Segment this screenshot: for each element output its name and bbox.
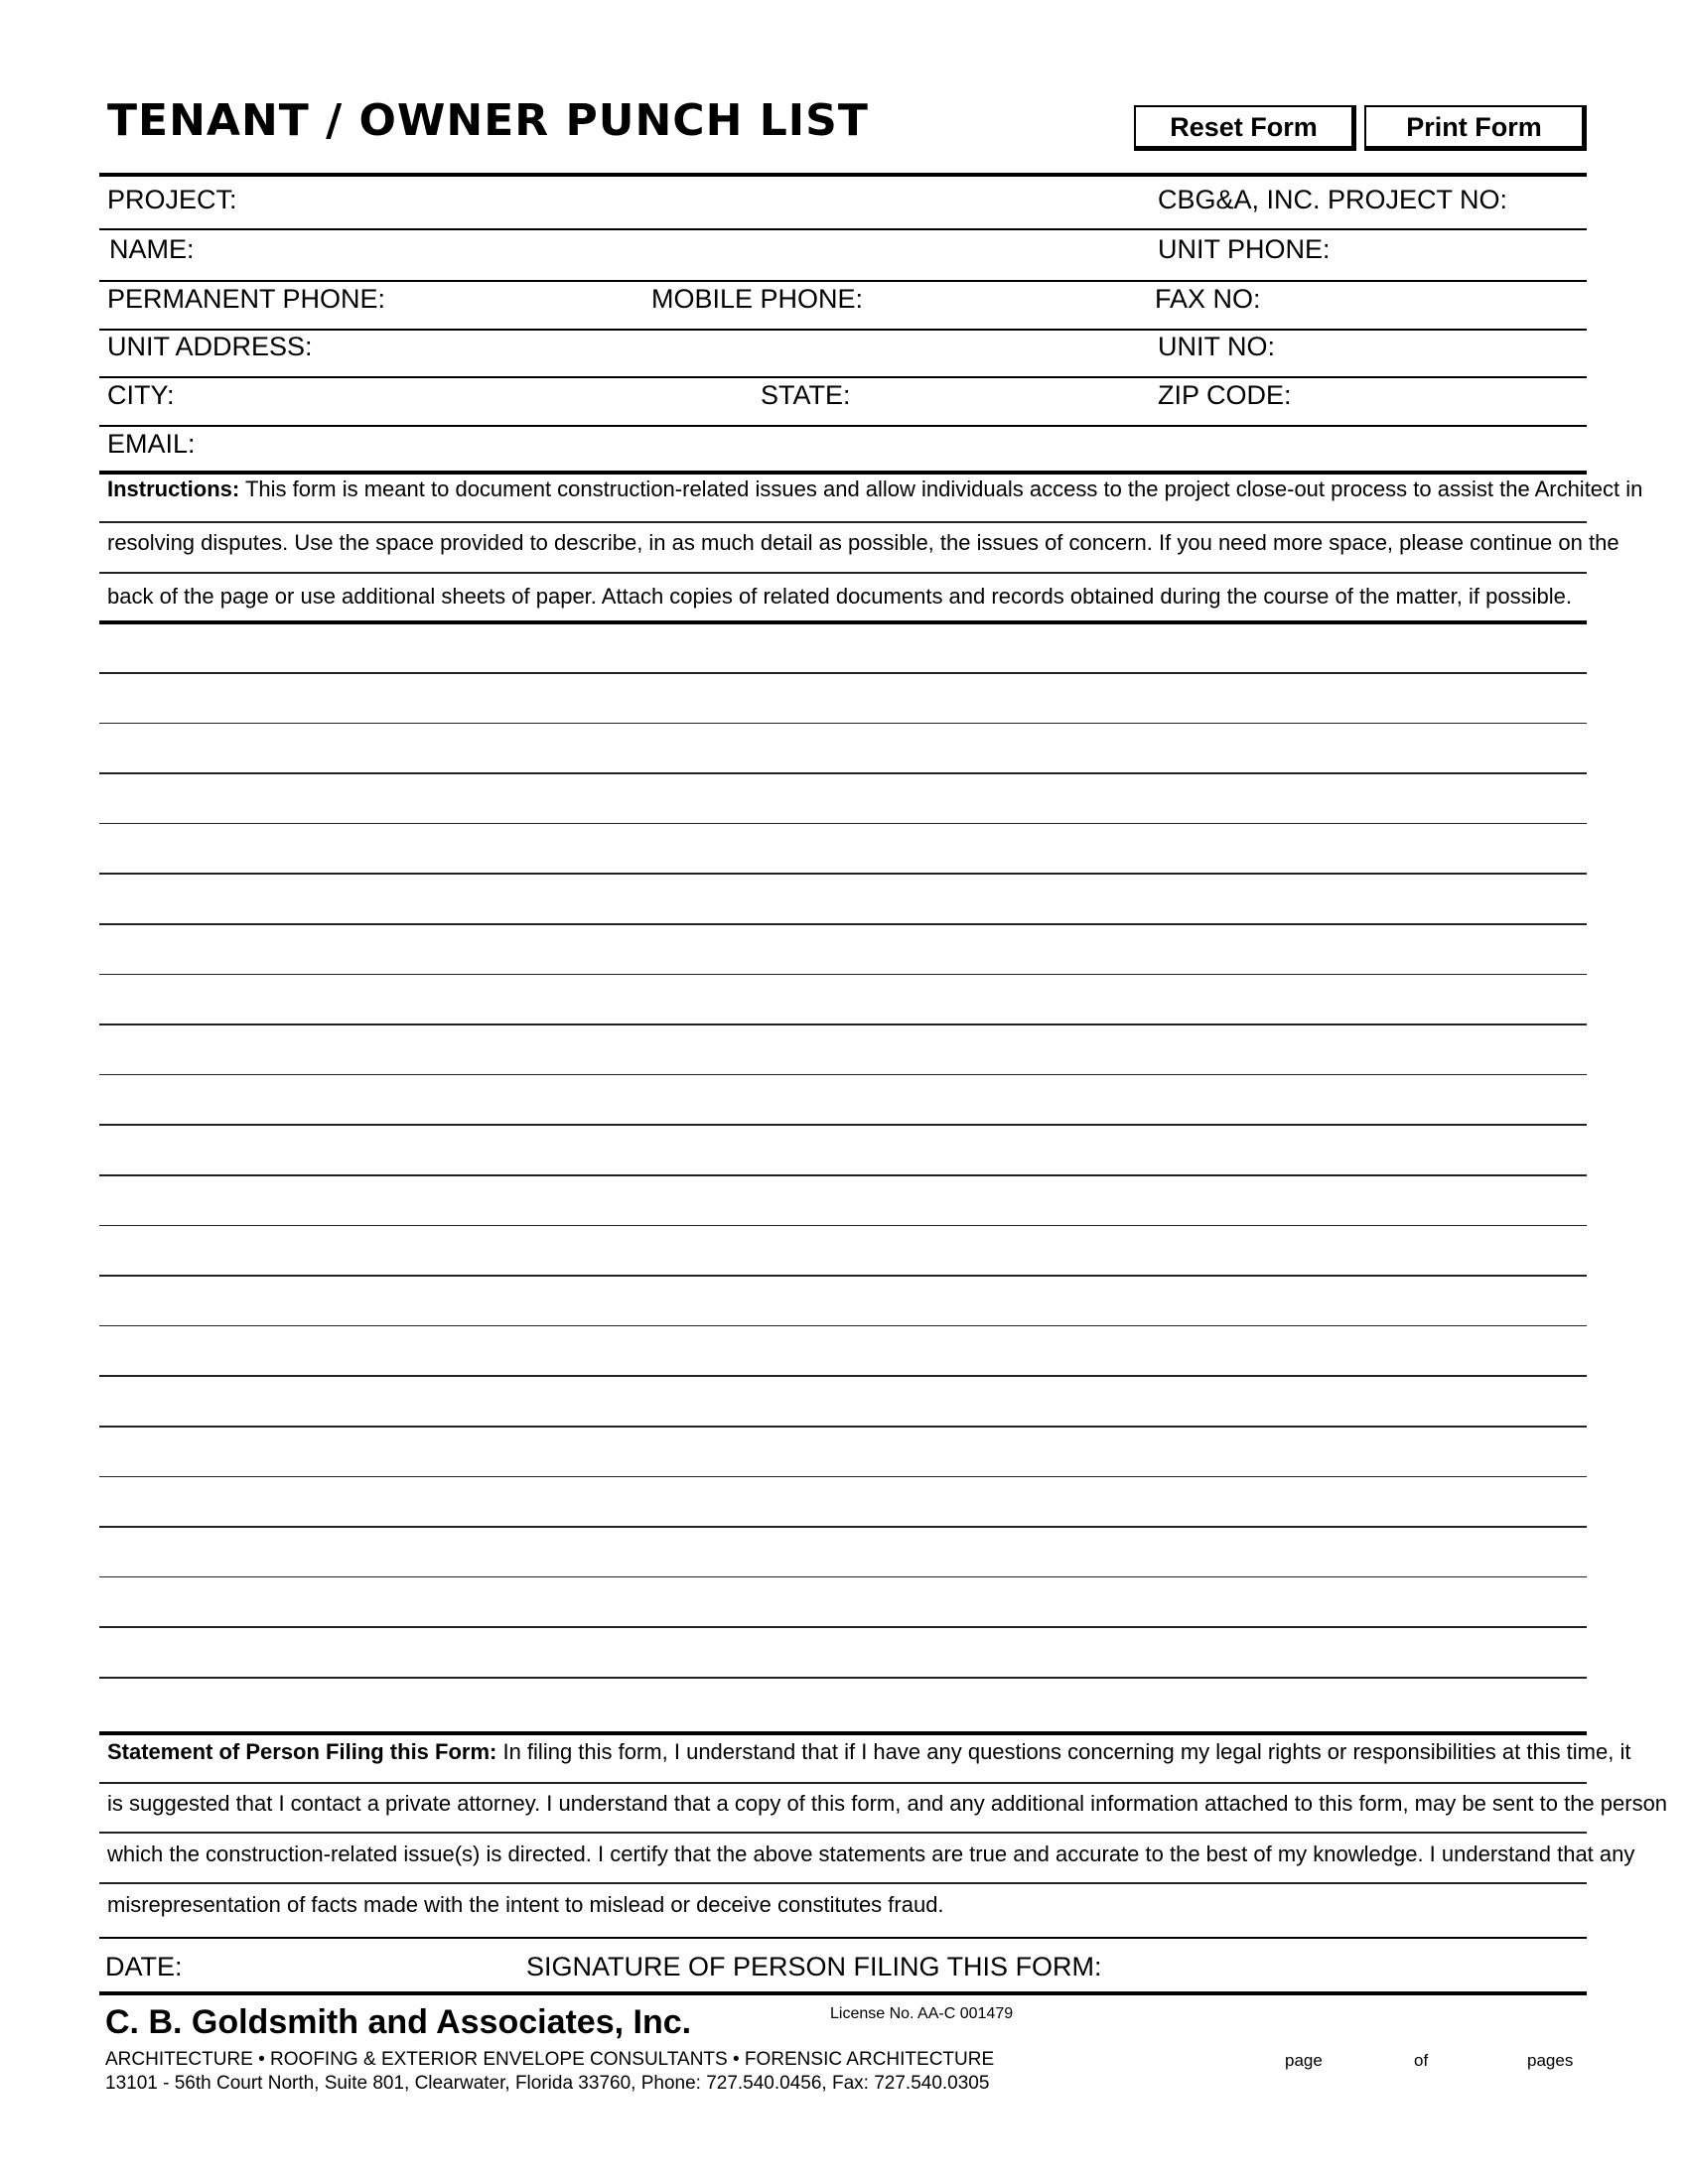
fax-no-input[interactable] — [1253, 284, 1585, 318]
pages-label: pages — [1527, 2051, 1574, 2070]
project-label: PROJECT: — [107, 185, 237, 214]
writing-line — [99, 1476, 1587, 1478]
of-label: of — [1414, 2051, 1429, 2070]
signature-label: SIGNATURE OF PERSON FILING THIS FORM: — [526, 1952, 1102, 1981]
writing-line — [99, 974, 1587, 976]
page-label: page — [1285, 2051, 1323, 2070]
writing-line — [99, 1225, 1587, 1227]
mobile-phone-label: MOBILE PHONE: — [651, 284, 864, 314]
writing-line — [99, 772, 1587, 774]
writing-line — [99, 1426, 1587, 1428]
unit-address-label: UNIT ADDRESS: — [107, 332, 313, 361]
rule-row-4 — [99, 376, 1587, 378]
rule-statement-top — [99, 1731, 1587, 1735]
fax-no-label: FAX NO: — [1155, 284, 1261, 314]
rule-info-bottom — [99, 471, 1587, 475]
rule-row-5 — [99, 425, 1587, 427]
instructions-line-3: back of the page or use additional sheets of paper. Attach copies of related documents and records obtained during the course of the matter, if possible. — [107, 584, 1572, 609]
email-label: EMAIL: — [107, 429, 196, 459]
writing-line — [99, 1626, 1587, 1628]
writing-line — [99, 1576, 1587, 1578]
project-no-input[interactable] — [1455, 185, 1588, 218]
page-number-input[interactable] — [1331, 2047, 1414, 2075]
signature-input[interactable] — [1023, 1952, 1583, 1985]
date-label: DATE: — [105, 1952, 183, 1981]
instructions-heading: Instructions: — [107, 477, 240, 501]
city-input[interactable] — [174, 380, 754, 414]
company-name: C. B. Goldsmith and Associates, Inc. — [105, 2003, 692, 2041]
total-pages-input[interactable] — [1440, 2047, 1527, 2075]
project-no-label: CBG&A, INC. PROJECT NO: — [1158, 185, 1508, 214]
state-label: STATE: — [761, 380, 851, 410]
rule-row-2 — [99, 280, 1587, 282]
unit-no-input[interactable] — [1266, 332, 1586, 365]
rule-instructions-bottom — [99, 620, 1587, 624]
writing-line — [99, 823, 1587, 825]
rule-row-3 — [99, 329, 1587, 331]
writing-line — [99, 1174, 1587, 1176]
mobile-phone-input[interactable] — [836, 284, 1148, 318]
instructions-text-1: This form is meant to document construction-related issues and allow individuals access to the project close-out process to assist the Architect in — [239, 477, 1643, 501]
instructions-line-2: resolving disputes. Use the space provided to describe, in as much detail as possible, the issues of concern. If you need more space, please continue on the — [107, 530, 1619, 555]
rule-instructions-2 — [99, 572, 1587, 574]
statement-line-4: misrepresentation of facts made with the intent to mislead or deceive constitutes fraud. — [107, 1892, 944, 1917]
writing-line — [99, 723, 1587, 725]
statement-line-3: which the construction-related issue(s) is directed. I certify that the above statements are true and accurate to the best of my knowledge. I understand that any — [107, 1842, 1635, 1866]
unit-no-label: UNIT NO: — [1158, 332, 1276, 361]
company-tagline: ARCHITECTURE • ROOFING & EXTERIOR ENVELOPE CONSULTANTS • FORENSIC ARCHITECTURE — [105, 2049, 995, 2070]
rule-statement-1 — [99, 1782, 1587, 1784]
rule-top — [99, 173, 1587, 177]
name-input[interactable] — [189, 234, 1136, 268]
unit-phone-label: UNIT PHONE: — [1158, 234, 1331, 264]
license-number: License No. AA-C 001479 — [830, 2005, 1014, 2022]
city-label: CITY: — [107, 380, 175, 410]
rule-instructions-1 — [99, 521, 1587, 523]
writing-line — [99, 1526, 1587, 1528]
permanent-phone-label: PERMANENT PHONE: — [107, 284, 386, 314]
writing-line — [99, 1074, 1587, 1076]
rule-signature-bottom — [99, 1991, 1587, 1995]
rule-statement-bottom — [99, 1937, 1587, 1939]
zip-code-label: ZIP CODE: — [1158, 380, 1292, 410]
unit-address-input[interactable] — [288, 332, 1146, 365]
writing-line — [99, 1325, 1587, 1327]
name-label: NAME: — [109, 234, 195, 264]
state-input[interactable] — [849, 380, 1146, 414]
page-title: TENANT / OWNER PUNCH LIST — [107, 95, 869, 146]
writing-line — [99, 1375, 1587, 1377]
writing-line — [99, 1275, 1587, 1277]
writing-line — [99, 873, 1587, 875]
project-input[interactable] — [223, 185, 1141, 218]
print-form-button[interactable]: Print Form — [1364, 105, 1587, 151]
statement-text-1: In filing this form, I understand that if I have any questions concerning my legal rights or responsibilities at this time, it — [496, 1739, 1631, 1764]
reset-form-button[interactable]: Reset Form — [1134, 105, 1356, 151]
permanent-phone-input[interactable] — [348, 284, 649, 318]
statement-heading: Statement of Person Filing this Form: — [107, 1739, 497, 1764]
instructions-line-1 — [107, 477, 1642, 502]
statement-line-1 — [107, 1739, 1630, 1765]
rule-statement-2 — [99, 1832, 1587, 1834]
email-input[interactable] — [189, 429, 1583, 463]
writing-line — [99, 672, 1587, 674]
writing-line — [99, 1024, 1587, 1025]
unit-phone-input[interactable] — [1309, 234, 1586, 268]
writing-line — [99, 1124, 1587, 1126]
rule-row-1 — [99, 228, 1587, 230]
rule-statement-3 — [99, 1882, 1587, 1884]
writing-line — [99, 923, 1587, 925]
statement-line-2: is suggested that I contact a private attorney. I understand that a copy of this form, and any additional information attached to this form, may be sent to the person — [107, 1791, 1668, 1816]
date-input[interactable] — [179, 1952, 520, 1985]
company-address: 13101 - 56th Court North, Suite 801, Clearwater, Florida 33760, Phone: 727.540.0456, Fax: 727.540.0305 — [105, 2073, 990, 2094]
writing-line — [99, 1677, 1587, 1679]
zip-code-input[interactable] — [1281, 380, 1586, 414]
